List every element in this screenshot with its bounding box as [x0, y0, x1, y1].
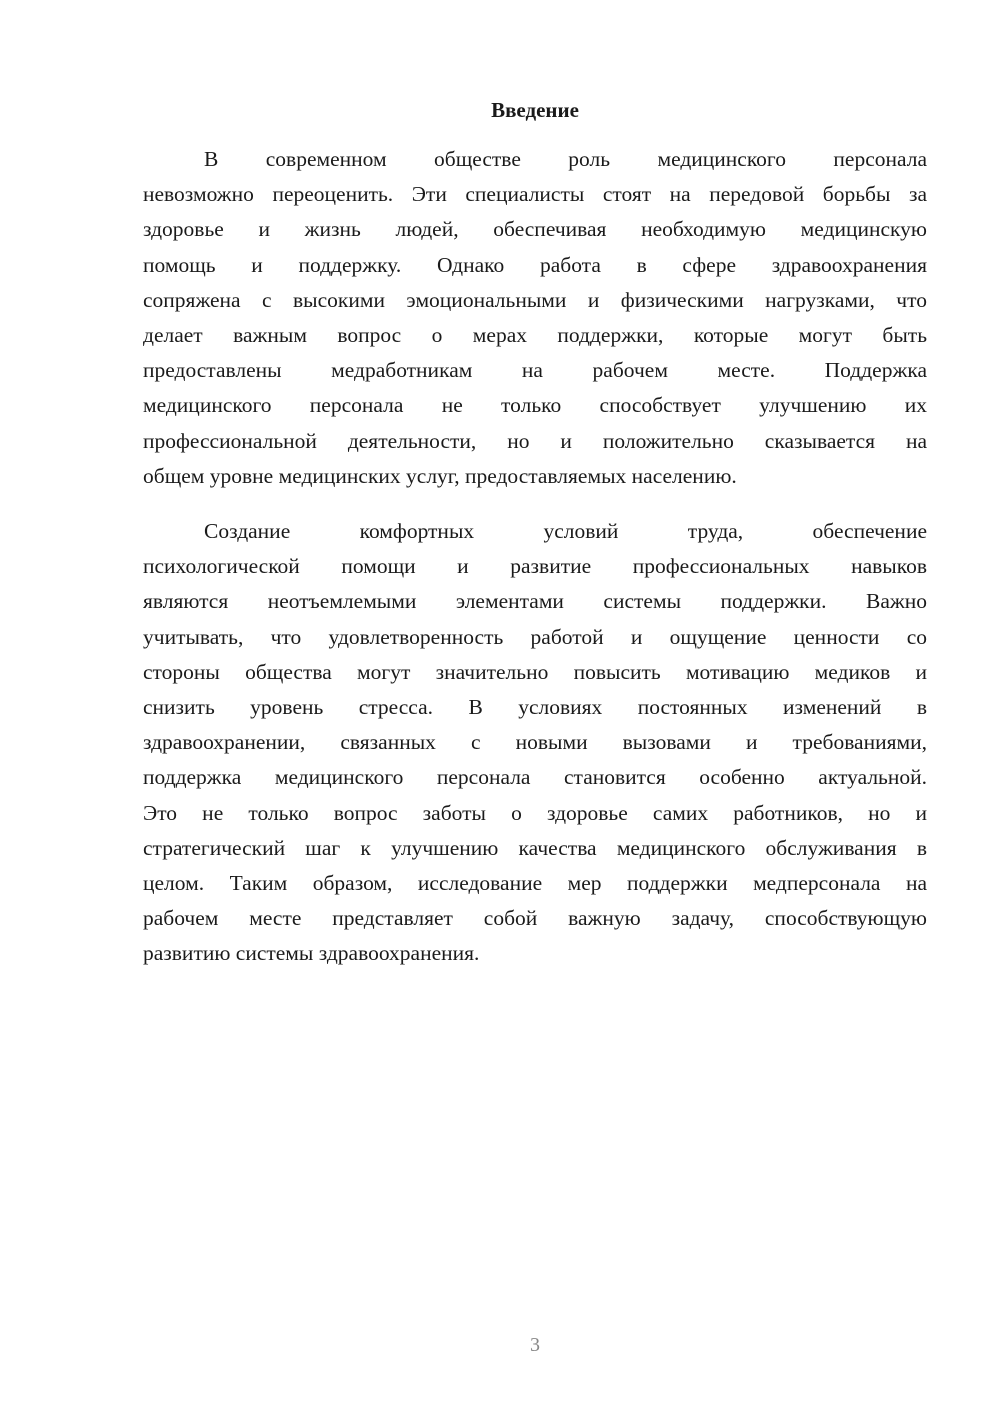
text-line: профессиональной деятельности, но и положительно сказывается на	[143, 428, 927, 453]
paragraph-2	[143, 514, 927, 971]
text-line: общем уровне медицинских услуг, предоставляемых населению.	[143, 463, 737, 488]
page-number: 3	[530, 1334, 540, 1356]
text-line: предоставлены медработникам на рабочем месте. Поддержка	[143, 358, 927, 383]
text-line: здоровье и жизнь людей, обеспечивая необходимую медицинскую	[143, 217, 927, 242]
section-title: Введение	[491, 98, 579, 122]
text-line: Создание комфортных условий труда, обеспечение	[204, 519, 927, 543]
text-line: В современном обществе роль медицинского персонала	[204, 147, 927, 171]
text-line: помощь и поддержку. Однако работа в сфере здравоохранения	[143, 252, 927, 277]
text-line: делает важным вопрос о мерах поддержки, которые могут быть	[143, 322, 927, 347]
paragraph-1	[143, 142, 927, 494]
text-line: психологической помощи и развитие профессиональных навыков	[143, 554, 927, 579]
text-line: являются неотъемлемыми элементами системы поддержки. Важно	[143, 589, 927, 614]
text-line: целом. Таким образом, исследование мер поддержки медперсонала на	[143, 870, 927, 895]
text-line: стороны общества могут значительно повысить мотивацию медиков и	[143, 659, 927, 684]
text-line: стратегический шаг к улучшению качества медицинского обслуживания в	[143, 835, 927, 860]
text-line: невозможно переоценить. Эти специалисты стоят на передовой борьбы за	[143, 182, 927, 207]
text-line: учитывать, что удовлетворенность работой и ощущение ценности со	[143, 624, 927, 649]
text-line: медицинского персонала не только способствует улучшению их	[143, 393, 927, 418]
text-line: развитию системы здравоохранения.	[143, 941, 480, 966]
text-line: рабочем месте представляет собой важную задачу, способствующую	[143, 906, 927, 931]
text-line: сопряжена с высокими эмоциональными и физическими нагрузками, что	[143, 287, 927, 312]
text-line: поддержка медицинского персонала становится особенно актуальной.	[143, 765, 927, 790]
text-line: снизить уровень стресса. В условиях постоянных изменений в	[143, 694, 927, 719]
text-line: здравоохранении, связанных с новыми вызовами и требованиями,	[143, 730, 927, 755]
text-line: Это не только вопрос заботы о здоровье самих работников, но и	[143, 800, 927, 825]
